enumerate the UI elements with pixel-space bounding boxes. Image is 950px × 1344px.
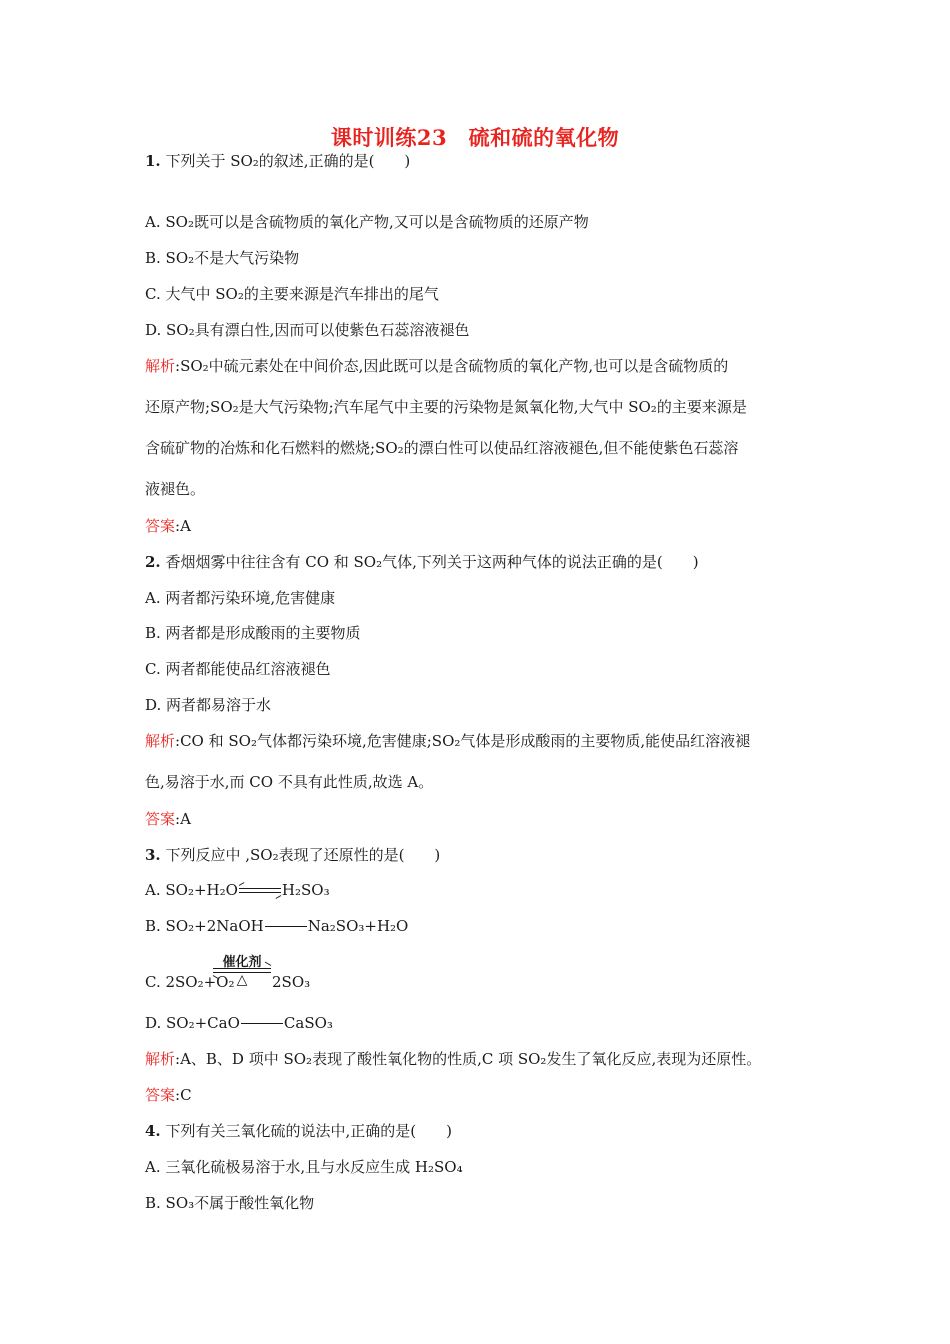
page-title: 课时训练23 硫和硫的氧化物 — [330, 125, 620, 150]
q3-option-b — [145, 916, 815, 936]
question-number: 4. — [145, 1122, 161, 1140]
forward-arrow-icon — [213, 968, 271, 969]
answer-text: :A — [175, 517, 191, 535]
catalyst-label: 催化剂 — [222, 955, 262, 970]
answer-label: 答案 — [145, 1086, 176, 1104]
q1-option-a: A. SO₂既可以是含硫物质的氧化产物,又可以是含硫物质的还原产物 — [145, 213, 589, 231]
q3-option-c-products: 2SO₃ — [272, 973, 311, 991]
question-number: 3. — [145, 846, 161, 864]
q2-option-d: D. 两者都易溶于水 — [145, 696, 272, 714]
question-2-stem — [145, 552, 815, 572]
answer-text: :A — [175, 810, 191, 828]
q2-option-a: A. 两者都污染环境,危害健康 — [145, 589, 336, 607]
q3-option-c-reactants: C. 2SO₂+O₂ — [145, 973, 235, 991]
q3-option-d — [145, 1013, 815, 1033]
q2-answer — [145, 809, 815, 829]
products: Na₂SO₃+H₂O — [307, 917, 409, 935]
q4-option-a: A. 三氧化硫极易溶于水,且与水反应生成 H₂SO₄ — [145, 1158, 463, 1176]
q1-analysis-line-3: 含硫矿物的冶炼和化石燃料的燃烧;SO₂的漂白性可以使品红溶液褪色,但不能使紫色石蕊溶 — [145, 439, 739, 457]
question-text: 香烟烟雾中往往含有 CO 和 SO₂气体,下列关于这两种气体的说法正确的是( ) — [165, 553, 699, 571]
q3-analysis — [145, 1049, 815, 1069]
q1-analysis-line-1 — [145, 356, 815, 376]
catalyst-arrow — [213, 951, 271, 991]
question-text: 下列关于 SO₂的叙述,正确的是( ) — [165, 152, 411, 170]
q2-analysis-line-2: 色,易溶于水,而 CO 不具有此性质,故选 A。 — [145, 773, 434, 791]
analysis-text: :A、B、D 项中 SO₂表现了酸性氧化物的性质,C 项 SO₂发生了氧化反应,表现为还原性。 — [175, 1050, 762, 1068]
analysis-text: :CO 和 SO₂气体都污染环境,危害健康;SO₂气体是形成酸雨的主要物质,能使品红溶液褪 — [175, 732, 751, 750]
reversible-arrow-icon — [239, 886, 281, 896]
q1-analysis-line-4: 液褪色。 — [145, 480, 206, 498]
q1-option-d: D. SO₂具有漂白性,因而可以使紫色石蕊溶液褪色 — [145, 321, 470, 339]
products: H₂SO₃ — [281, 881, 330, 899]
reactants: D. SO₂+CaO — [145, 1014, 240, 1032]
question-number: 2. — [145, 553, 161, 571]
q3-option-a — [145, 880, 815, 900]
heat-icon: △ — [236, 972, 248, 988]
q3-answer — [145, 1085, 815, 1105]
equals-sign-icon — [265, 922, 307, 932]
reactants: A. SO₂+H₂O — [145, 881, 238, 899]
answer-label: 答案 — [145, 517, 176, 535]
question-text: 下列有关三氧化硫的说法中,正确的是( ) — [165, 1122, 452, 1140]
question-text: 下列反应中 ,SO₂表现了还原性的是( ) — [165, 846, 441, 864]
analysis-label: 解析 — [145, 357, 176, 375]
q2-option-b: B. 两者都是形成酸雨的主要物质 — [145, 624, 361, 642]
q1-answer — [145, 516, 815, 536]
analysis-text: :SO₂中硫元素处在中间价态,因此既可以是含硫物质的氧化产物,也可以是含硫物质的 — [175, 357, 729, 375]
products: CaSO₃ — [283, 1014, 333, 1032]
answer-text: :C — [175, 1086, 192, 1104]
q4-option-b: B. SO₃不属于酸性氧化物 — [145, 1194, 315, 1212]
q2-analysis-line-1 — [145, 731, 815, 751]
question-4-stem — [145, 1121, 815, 1141]
q1-option-c: C. 大气中 SO₂的主要来源是汽车排出的尾气 — [145, 285, 439, 303]
analysis-label: 解析 — [145, 732, 176, 750]
reactants: B. SO₂+2NaOH — [145, 917, 264, 935]
equals-sign-icon — [241, 1019, 283, 1029]
question-3-stem — [145, 845, 815, 865]
question-number: 1. — [145, 152, 161, 170]
q2-option-c: C. 两者都能使品红溶液褪色 — [145, 660, 331, 678]
answer-label: 答案 — [145, 810, 176, 828]
analysis-label: 解析 — [145, 1050, 176, 1068]
q1-analysis-line-2: 还原产物;SO₂是大气污染物;汽车尾气中主要的污染物是氮氧化物,大气中 SO₂的主要来源是 — [145, 398, 747, 416]
question-1-stem — [145, 151, 815, 171]
q1-option-b: B. SO₂不是大气污染物 — [145, 249, 300, 267]
